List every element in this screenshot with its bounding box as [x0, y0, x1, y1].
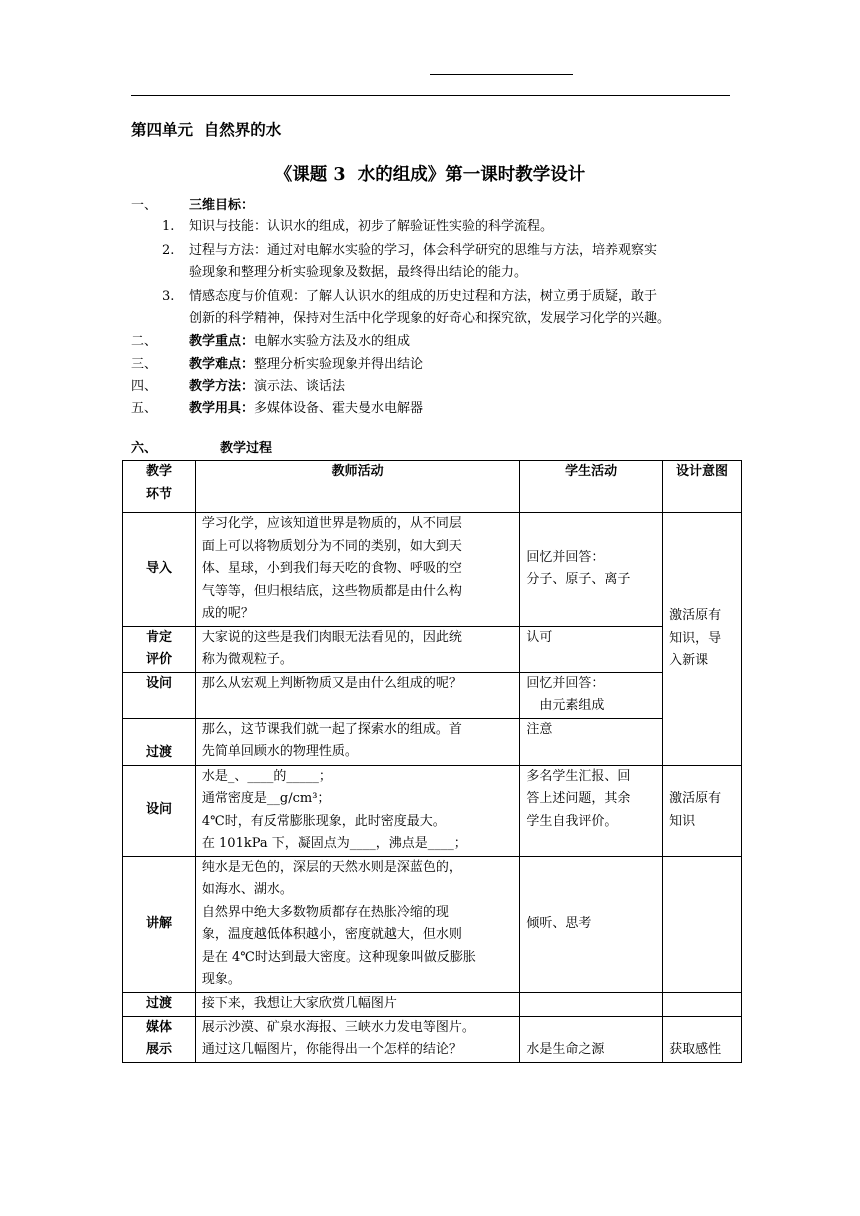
text-line: 展示沙漠、矿泉水海报、三峡水力发电等图片。 [201, 1019, 475, 1035]
section-5-label: 教学用具： [189, 401, 255, 416]
section-3 [189, 354, 423, 376]
goal-1-text: 知识与技能：认识水的组成，初步了解验证性实验的科学流程。 [189, 219, 554, 234]
text-line: 气等等，但归根结底，这些物质都是由什么构 [201, 583, 462, 599]
row-5-intent [663, 765, 742, 856]
unit-title: 第四单元 自然界的水 [131, 120, 282, 139]
teaching-process-table [122, 460, 742, 1063]
table-row [123, 1016, 742, 1062]
text-line: 激活原有 [669, 791, 722, 806]
stage-line-2: 展示 [145, 1042, 172, 1057]
text-line: 成的呢？ [201, 606, 254, 621]
section-5-number: 五、 [131, 401, 158, 416]
row-6-student [520, 856, 663, 992]
goal-3-number: 3. [162, 289, 175, 304]
section-5 [189, 398, 423, 420]
section-3-text: 整理分析实验现象并得出结论 [254, 357, 424, 372]
row-4-stage: 过渡 [123, 718, 196, 765]
text-line: 水是_、____的_____； [201, 768, 332, 784]
text-line: 接下来，我想让大家欣赏几幅图片 [201, 995, 397, 1011]
row-5-teacher [195, 765, 519, 856]
row-5-stage: 设问 [123, 765, 196, 856]
row-6-teacher [195, 856, 519, 992]
section-5-text: 多媒体设备、霍夫曼水电解器 [254, 401, 424, 416]
text-line: 如海水、湖水。 [201, 882, 293, 897]
text-line: 那么从宏观上判断物质又是由什么组成的呢？ [201, 675, 462, 691]
row-3-stage: 设问 [123, 672, 196, 718]
text-line: 学习化学，应该知道世界是物质的，从不同层 [201, 516, 462, 531]
row-8-student [520, 1016, 663, 1062]
header-teacher: 教师活动 [195, 461, 519, 513]
text-line: 是在 4℃时达到最大密度。这种现象叫做反膨胀 [201, 949, 476, 965]
goal-2-number: 2. [162, 243, 175, 258]
goal-2-line-2: 验现象和整理分析实验现象及数据，最终得出结论的能力。 [189, 265, 528, 280]
table-header-row [123, 461, 742, 513]
text-line: 激活原有 [669, 608, 722, 623]
text-line: 水是生命之源 [526, 1042, 605, 1057]
goal-3-line-1: 情感态度与价值观：了解人认识水的组成的历史过程和方法，树立勇于质疑，敢于 [189, 289, 658, 304]
text-line: 称为微观粒子。 [201, 652, 293, 667]
table-row [123, 992, 742, 1016]
section-6-number: 六、 [131, 441, 158, 456]
row-1-student [520, 513, 663, 627]
text-line: 学生自我评价。 [526, 813, 618, 829]
text-line: 认可 [526, 629, 553, 645]
text-line: 纯水是无色的，深层的天然水则是深蓝色的， [201, 859, 462, 875]
section-2-label: 教学重点： [189, 334, 255, 349]
table-row [123, 856, 742, 992]
row-7-teacher [195, 992, 519, 1016]
table-row [123, 765, 742, 856]
text-line: 现象。 [201, 972, 241, 987]
section-1-label: 三维目标： [189, 198, 255, 213]
row-7-intent [663, 992, 742, 1016]
row-4-student [520, 718, 663, 765]
text-line: 面上可以将物质划分为不同的类别，如大到天 [201, 538, 462, 554]
row-6-stage: 讲解 [123, 856, 196, 992]
text-line: 多名学生汇报、回 [526, 768, 631, 784]
text-line: 先简单回顾水的物理性质。 [201, 744, 358, 759]
row-1-stage: 导入 [123, 513, 196, 627]
header-student: 学生活动 [520, 461, 663, 513]
row-7-stage: 过渡 [123, 992, 196, 1016]
goal-3-line-2: 创新的科学精神，保持对生活中化学现象的好奇心和探究欲，发展学习化学的兴趣。 [189, 311, 671, 326]
text-line: 知识，导 [669, 630, 722, 646]
row-2-teacher [195, 626, 519, 672]
stage-line-1: 媒体 [145, 1019, 172, 1035]
row-8-intent [663, 1016, 742, 1062]
table-row [123, 718, 742, 765]
goal-2-line-1: 过程与方法：通过对电解水实验的学习，体会科学研究的思维与方法，培养观察实 [189, 243, 658, 258]
section-3-label: 教学难点： [189, 357, 255, 372]
document-title: 《课题 3 水的组成》第一课时教学设计 [274, 165, 586, 185]
text-line: 获取感性 [669, 1042, 722, 1057]
row-2-student [520, 626, 663, 672]
merged-intent-cell [663, 513, 742, 766]
header-intent: 设计意图 [663, 461, 742, 513]
row-7-student [520, 992, 663, 1016]
section-4 [189, 376, 345, 398]
header-stage-line-2: 环节 [145, 486, 172, 502]
text-line: 通过这几幅图片，你能得出一个怎样的结论？ [201, 1042, 462, 1057]
table-row [123, 626, 742, 672]
text-line: 由元素组成 [539, 698, 605, 713]
text-line: 回忆并回答： [526, 675, 605, 691]
section-4-label: 教学方法： [189, 379, 255, 394]
table-row [123, 672, 742, 718]
row-5-student [520, 765, 663, 856]
row-3-teacher [195, 672, 519, 718]
text-line: 入新课 [669, 653, 709, 668]
text-line: 大家说的这些是我们肉眼无法看见的，因此统 [201, 629, 462, 645]
header-stage [123, 461, 196, 513]
section-2-number: 二、 [131, 334, 158, 349]
section-1-number: 一、 [131, 198, 158, 213]
goal-1-number: 1. [162, 219, 175, 234]
header-stage-line-1: 教学 [145, 464, 172, 479]
row-3-student [520, 672, 663, 718]
row-1-teacher [195, 513, 519, 627]
text-line: 自然界中绝大多数物质都存在热胀冷缩的现 [201, 904, 449, 920]
header-rule [131, 95, 730, 96]
stage-line-1: 肯定 [145, 629, 172, 645]
text-line: 分子、原子、离子 [526, 572, 631, 588]
row-8-stage [123, 1016, 196, 1062]
text-line: 倾听、思考 [526, 915, 592, 931]
text-line: 象，温度越低体积越小，密度就越大，但水则 [201, 927, 462, 942]
row-8-teacher [195, 1016, 519, 1062]
row-4-teacher [195, 718, 519, 765]
text-line: 知识 [669, 813, 696, 829]
section-2-text: 电解水实验方法及水的组成 [254, 334, 411, 349]
stage-line-2: 评价 [145, 652, 172, 667]
text-line: 体、星球，小到我们每天吃的食物、呼吸的空 [201, 561, 462, 576]
text-line: 回忆并回答： [526, 549, 605, 565]
section-2 [189, 331, 410, 353]
row-2-stage [123, 626, 196, 672]
text-line: 注意 [526, 721, 553, 737]
row-6-intent [663, 856, 742, 992]
section-4-text: 演示法、谈话法 [254, 379, 346, 394]
text-line: 通常密度是__g/cm³； [201, 791, 331, 806]
section-3-number: 三、 [131, 357, 158, 372]
text-line: 答上述问题，其余 [526, 791, 631, 806]
section-6-label: 教学过程 [220, 441, 273, 456]
section-4-number: 四、 [131, 379, 158, 394]
text-line: 在 101kPa 下，凝固点为____，沸点是____； [201, 836, 467, 851]
header-short-rule [430, 74, 573, 75]
table-row [123, 513, 742, 627]
text-line: 那么，这节课我们就一起了探索水的组成。首 [201, 721, 462, 737]
text-line: 4℃时，有反常膨胀现象，此时密度最大。 [201, 813, 446, 829]
